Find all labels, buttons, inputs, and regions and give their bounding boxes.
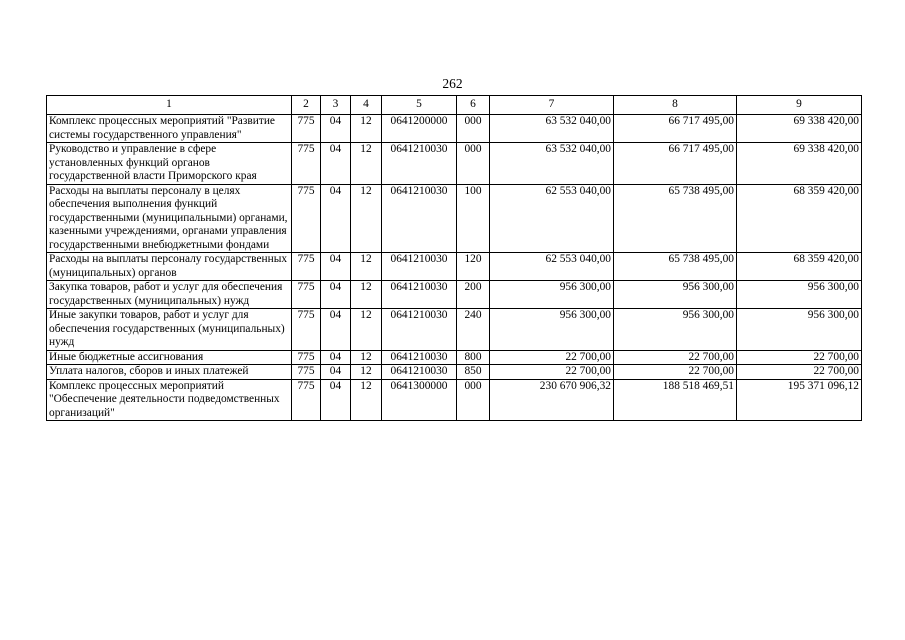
table-row xyxy=(47,184,862,253)
code-cell: 775 xyxy=(292,379,321,421)
code-cell: 12 xyxy=(351,365,382,380)
amount-cell: 22 700,00 xyxy=(737,365,862,380)
amount-cell: 956 300,00 xyxy=(490,281,614,309)
amount-cell: 230 670 906,32 xyxy=(490,379,614,421)
table-row xyxy=(47,253,862,281)
code-cell: 775 xyxy=(292,281,321,309)
amount-cell: 62 553 040,00 xyxy=(490,184,614,253)
table-row xyxy=(47,281,862,309)
code-cell: 0641210030 xyxy=(382,253,457,281)
amount-cell: 22 700,00 xyxy=(490,350,614,365)
code-cell: 12 xyxy=(351,309,382,351)
header-cell: 4 xyxy=(351,96,382,115)
header-cell: 3 xyxy=(321,96,351,115)
amount-cell: 62 553 040,00 xyxy=(490,253,614,281)
code-cell: 0641210030 xyxy=(382,184,457,253)
table-header-row xyxy=(47,96,862,115)
expense-name-cell: Иные бюджетные ассигнования xyxy=(47,350,292,365)
amount-cell: 22 700,00 xyxy=(614,350,737,365)
code-cell: 0641300000 xyxy=(382,379,457,421)
expense-name-cell: Расходы на выплаты персоналу в целях обеспечения выполнения функций государственными (муниципальными) органами, казенными учреждениями, органами управления государственными внебюджетными фондами xyxy=(47,184,292,253)
code-cell: 0641210030 xyxy=(382,281,457,309)
amount-cell: 65 738 495,00 xyxy=(614,184,737,253)
amount-cell: 65 738 495,00 xyxy=(614,253,737,281)
code-cell: 12 xyxy=(351,253,382,281)
amount-cell: 956 300,00 xyxy=(737,309,862,351)
code-cell: 775 xyxy=(292,143,321,185)
code-cell: 04 xyxy=(321,379,351,421)
header-cell: 7 xyxy=(490,96,614,115)
amount-cell: 188 518 469,51 xyxy=(614,379,737,421)
page-number: 262 xyxy=(442,76,463,91)
code-cell: 0641210030 xyxy=(382,309,457,351)
code-cell: 775 xyxy=(292,253,321,281)
code-cell: 000 xyxy=(457,143,490,185)
expense-name-cell: Комплекс процессных мероприятий "Развитие системы государственного управления" xyxy=(47,115,292,143)
code-cell: 100 xyxy=(457,184,490,253)
code-cell: 12 xyxy=(351,143,382,185)
amount-cell: 22 700,00 xyxy=(490,365,614,380)
amount-cell: 956 300,00 xyxy=(737,281,862,309)
code-cell: 000 xyxy=(457,379,490,421)
code-cell: 775 xyxy=(292,365,321,380)
code-cell: 04 xyxy=(321,350,351,365)
code-cell: 240 xyxy=(457,309,490,351)
header-cell: 2 xyxy=(292,96,321,115)
header-cell: 5 xyxy=(382,96,457,115)
amount-cell: 66 717 495,00 xyxy=(614,115,737,143)
amount-cell: 22 700,00 xyxy=(737,350,862,365)
table-row xyxy=(47,309,862,351)
header-cell: 8 xyxy=(614,96,737,115)
amount-cell: 68 359 420,00 xyxy=(737,184,862,253)
code-cell: 04 xyxy=(321,253,351,281)
expense-name-cell: Иные закупки товаров, работ и услуг для обеспечения государственных (муниципальных) нужд xyxy=(47,309,292,351)
table-row xyxy=(47,365,862,380)
expense-name-cell: Расходы на выплаты персоналу государственных (муниципальных) органов xyxy=(47,253,292,281)
table-row xyxy=(47,115,862,143)
expense-name-cell: Закупка товаров, работ и услуг для обеспечения государственных (муниципальных) нужд xyxy=(47,281,292,309)
code-cell: 775 xyxy=(292,184,321,253)
code-cell: 12 xyxy=(351,184,382,253)
code-cell: 04 xyxy=(321,309,351,351)
code-cell: 04 xyxy=(321,184,351,253)
amount-cell: 69 338 420,00 xyxy=(737,115,862,143)
amount-cell: 63 532 040,00 xyxy=(490,143,614,185)
code-cell: 0641210030 xyxy=(382,350,457,365)
table-row xyxy=(47,350,862,365)
table-row xyxy=(47,379,862,421)
header-cell: 1 xyxy=(47,96,292,115)
code-cell: 0641210030 xyxy=(382,365,457,380)
code-cell: 200 xyxy=(457,281,490,309)
amount-cell: 69 338 420,00 xyxy=(737,143,862,185)
code-cell: 850 xyxy=(457,365,490,380)
amount-cell: 68 359 420,00 xyxy=(737,253,862,281)
code-cell: 775 xyxy=(292,309,321,351)
code-cell: 12 xyxy=(351,379,382,421)
amount-cell: 195 371 096,12 xyxy=(737,379,862,421)
budget-table xyxy=(46,95,862,421)
table-row xyxy=(47,143,862,185)
amount-cell: 22 700,00 xyxy=(614,365,737,380)
header-cell: 6 xyxy=(457,96,490,115)
amount-cell: 63 532 040,00 xyxy=(490,115,614,143)
code-cell: 04 xyxy=(321,143,351,185)
amount-cell: 956 300,00 xyxy=(614,309,737,351)
code-cell: 12 xyxy=(351,115,382,143)
code-cell: 12 xyxy=(351,350,382,365)
expense-name-cell: Уплата налогов, сборов и иных платежей xyxy=(47,365,292,380)
code-cell: 04 xyxy=(321,115,351,143)
code-cell: 04 xyxy=(321,281,351,309)
amount-cell: 956 300,00 xyxy=(614,281,737,309)
code-cell: 775 xyxy=(292,115,321,143)
amount-cell: 956 300,00 xyxy=(490,309,614,351)
code-cell: 120 xyxy=(457,253,490,281)
code-cell: 000 xyxy=(457,115,490,143)
code-cell: 12 xyxy=(351,281,382,309)
header-cell: 9 xyxy=(737,96,862,115)
code-cell: 775 xyxy=(292,350,321,365)
code-cell: 800 xyxy=(457,350,490,365)
expense-name-cell: Комплекс процессных мероприятий "Обеспечение деятельности подведомственных организаций" xyxy=(47,379,292,421)
amount-cell: 66 717 495,00 xyxy=(614,143,737,185)
code-cell: 04 xyxy=(321,365,351,380)
code-cell: 0641200000 xyxy=(382,115,457,143)
code-cell: 0641210030 xyxy=(382,143,457,185)
expense-name-cell: Руководство и управление в сфере установленных функций органов государственной власти Приморского края xyxy=(47,143,292,185)
